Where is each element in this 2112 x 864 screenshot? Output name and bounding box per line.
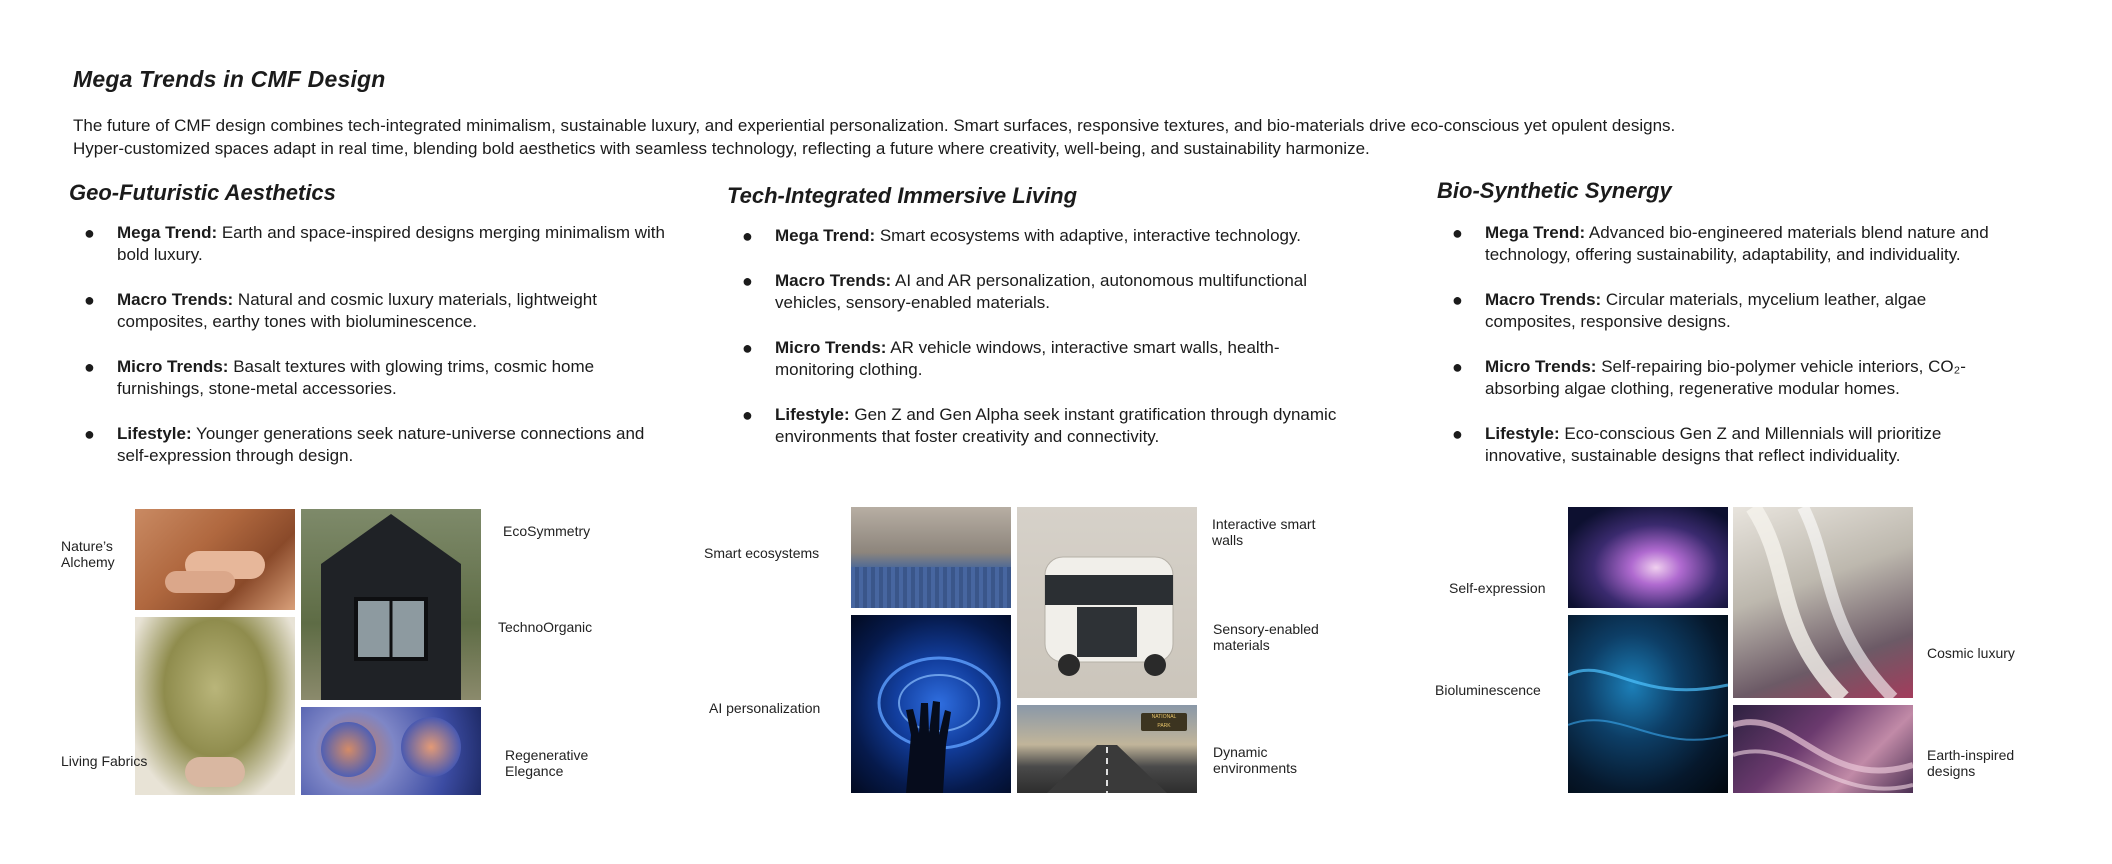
page-title: Mega Trends in CMF Design	[73, 66, 386, 92]
bullet-icon: ●	[1452, 357, 1463, 377]
ar-road-image	[1017, 705, 1197, 793]
smart-fabric-image	[851, 507, 1011, 608]
autonomous-vehicle-image	[1017, 507, 1197, 698]
list-item: ● Mega Trend: Earth and space-inspired designs merging minimalism with bold luxury.	[84, 223, 665, 264]
list-item: ● Lifestyle: Eco-conscious Gen Z and Millennials will prioritize innovative, sustainable designs that reflect individuality.	[1452, 424, 1942, 465]
column-title-tech-integrated: Tech-Integrated Immersive Living	[727, 183, 1078, 208]
hands-on-leather-image	[135, 509, 295, 610]
caption-bioluminescence: Bioluminescence	[1435, 682, 1541, 698]
intro-paragraph	[73, 114, 1973, 160]
caption-cosmic-luxury: Cosmic luxury	[1927, 645, 2015, 661]
bullet-icon: ●	[84, 223, 95, 243]
list-item: ● Lifestyle: Younger generations seek nature-universe connections and self-expression through design.	[84, 424, 645, 465]
list-item: ● Macro Trends: Circular materials, mycelium leather, algae composites, responsive designs.	[1452, 290, 1927, 331]
bullet-icon: ●	[84, 357, 95, 377]
bullet-icon: ●	[742, 226, 753, 246]
glowing-garment-image	[1568, 507, 1728, 608]
list-item: ● Mega Trend: Smart ecosystems with adaptive, interactive technology.	[742, 226, 1301, 246]
caption-technoorganic: TechnoOrganic	[498, 619, 593, 635]
woven-fabric-image	[135, 617, 295, 795]
bullet-icon: ●	[84, 290, 95, 310]
bullet-icon: ●	[742, 405, 753, 425]
list-item: ● Lifestyle: Gen Z and Gen Alpha seek instant gratification through dynamic environments that foster creativity and connectivity.	[742, 405, 1337, 446]
hand-hologram-image	[851, 615, 1011, 793]
list-item: ● Macro Trends: AI and AR personalization, autonomous multifunctional vehicles, sensory-enabled materials.	[742, 271, 1308, 312]
list-item: ● Micro Trends: Basalt textures with glowing trims, cosmic home furnishings, stone-metal accessories.	[84, 357, 595, 398]
black-cabin-image	[301, 509, 481, 700]
bullet-icon: ●	[1452, 424, 1463, 444]
list-item: ● Micro Trends: AR vehicle windows, interactive smart walls, health-monitoring clothing.	[742, 338, 1280, 379]
regenerative-pattern-image	[301, 707, 481, 795]
intro-line-1: The future of CMF design combines tech-integrated minimalism, sustainable luxury, and experiential personalization. Smart surfaces, responsive textures, and bio-materials drive eco-conscious yet opulent designs.	[73, 116, 1676, 135]
bioluminescent-water-image	[1568, 615, 1728, 793]
list-item: ● Micro Trends: Self-repairing bio-polymer vehicle interiors, CO₂-absorbing algae clothing, regenerative modular homes.	[1452, 357, 1966, 398]
caption-ai-personalization: AI personalization	[709, 700, 821, 716]
column-title-bio-synthetic: Bio-Synthetic Synergy	[1437, 178, 1672, 203]
caption-self-expression: Self-expression	[1449, 580, 1546, 596]
caption-sensory-enabled-materials: Sensory-enabled materials	[1213, 621, 1319, 653]
list-item: ● Macro Trends: Natural and cosmic luxury materials, lightweight composites, earthy tones with bioluminescence.	[84, 290, 597, 331]
caption-dynamic-environments: Dynamic environments	[1213, 744, 1298, 776]
caption-natures-alchemy: Nature’s Alchemy	[61, 538, 115, 570]
bullet-list-geo-futuristic	[83, 222, 673, 490]
bullet-icon: ●	[1452, 223, 1463, 243]
intro-line-2: Hyper-customized spaces adapt in real time, blending bold aesthetics with seamless technology, reflecting a future where creativity, well-being, and sustainability harmonize.	[73, 139, 1370, 158]
iridescent-folds-image	[1733, 507, 1913, 698]
caption-regenerative-elegance: Regenerative Elegance	[505, 747, 589, 779]
caption-smart-ecosystems: Smart ecosystems	[704, 545, 820, 561]
list-item: ● Mega Trend: Advanced bio-engineered materials blend nature and technology, offering sustainability, adaptability, and individuality.	[1452, 223, 1989, 264]
national-park-sign: NATIONAL PARK	[1141, 713, 1187, 731]
bullet-icon: ●	[1452, 290, 1463, 310]
bullet-icon: ●	[84, 424, 95, 444]
caption-living-fabrics: Living Fabrics	[61, 753, 148, 769]
bullet-icon: ●	[742, 271, 753, 291]
caption-ecosymmetry: EcoSymmetry	[503, 523, 591, 539]
bullet-icon: ●	[742, 338, 753, 358]
bullet-list-tech-integrated	[741, 225, 1351, 471]
earth-waves-image	[1733, 705, 1913, 793]
bullet-list-bio-synthetic	[1451, 222, 2021, 490]
caption-interactive-smart-walls: Interactive smart walls	[1212, 516, 1316, 548]
caption-earth-inspired-designs: Earth-inspired designs	[1927, 747, 2015, 779]
column-title-geo-futuristic: Geo-Futuristic Aesthetics	[69, 180, 336, 205]
